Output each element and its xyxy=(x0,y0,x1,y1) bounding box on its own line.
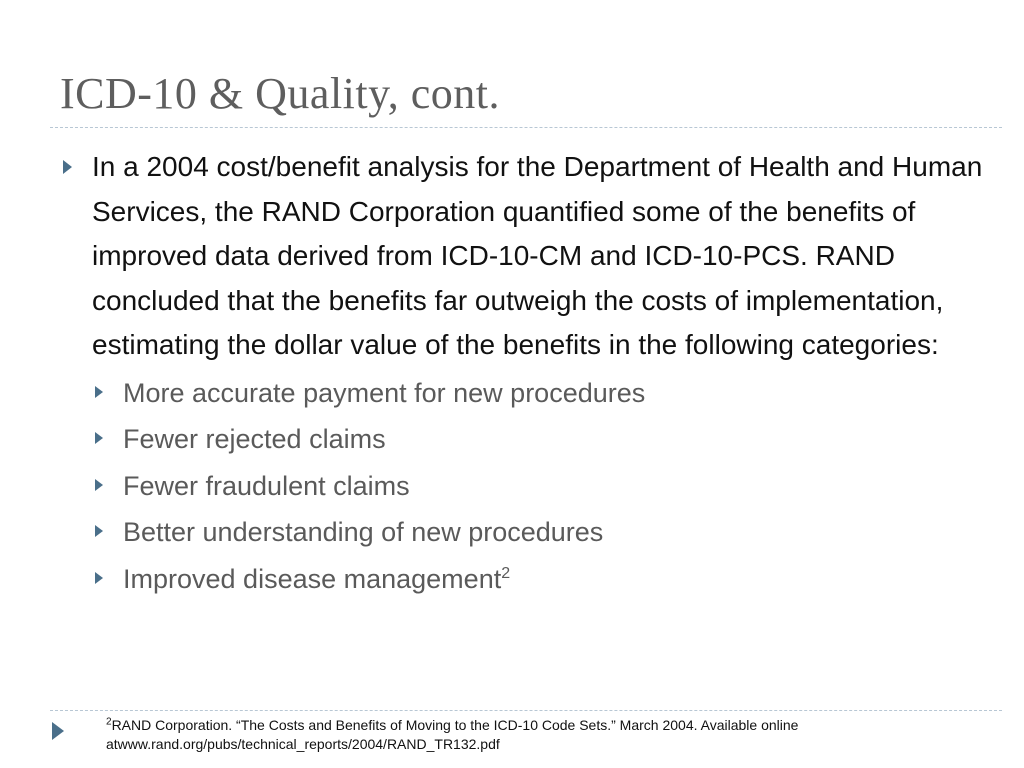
sub-bullet-item xyxy=(123,463,1000,510)
bullet-arrow-icon xyxy=(95,386,103,398)
bullet-arrow-icon xyxy=(95,479,103,491)
sub-bullet-text: More accurate payment for new procedures xyxy=(123,377,646,408)
footer-arrow-icon xyxy=(52,722,64,740)
title-divider xyxy=(50,127,1002,128)
sub-bullet-text: Improved disease management xyxy=(123,563,502,594)
slide-title: ICD-10 & Quality, cont. xyxy=(60,69,501,118)
footnote-marker: 2 xyxy=(106,716,112,728)
footnote-text-1: RAND Corporation. “The Costs and Benefits of Moving to the ICD-10 Code Sets.” March 2004. Available online xyxy=(111,717,799,733)
footer-divider xyxy=(50,710,1002,711)
bullet-arrow-icon xyxy=(95,572,103,584)
bullet-arrow-icon xyxy=(95,432,103,444)
main-bullet-text: In a 2004 cost/benefit analysis for the Department of Health and Human Services, the RAND Corporation quantified some of the benefits of improved data derived from ICD-10-CM and ICD-10-PCS. RAND concluded that the benefits far outweigh the costs of implementation, estimating the dollar value of the benefits in the following categories: xyxy=(92,151,983,361)
sub-bullet-item xyxy=(123,370,1000,417)
bullet-arrow-icon xyxy=(63,160,72,174)
sub-bullet-item xyxy=(123,556,1000,603)
footnote-line-2: atwww.rand.org/pubs/technical_reports/2004/RAND_TR132.pdf xyxy=(106,736,500,752)
bullet-arrow-icon xyxy=(95,525,103,537)
sub-bullet-text: Fewer rejected claims xyxy=(123,424,386,455)
sub-bullet-item xyxy=(123,416,1000,463)
slide-body xyxy=(60,145,1000,602)
sub-bullet-item xyxy=(123,509,1000,556)
footnote-line-1 xyxy=(106,716,986,735)
sub-bullet-text: Better understanding of new procedures xyxy=(123,517,604,548)
sub-bullet-list xyxy=(60,370,1000,603)
main-bullet xyxy=(60,145,1000,368)
footnote-reference: 2 xyxy=(501,564,511,582)
sub-bullet-text: Fewer fraudulent claims xyxy=(123,470,410,501)
footnote xyxy=(106,716,986,754)
